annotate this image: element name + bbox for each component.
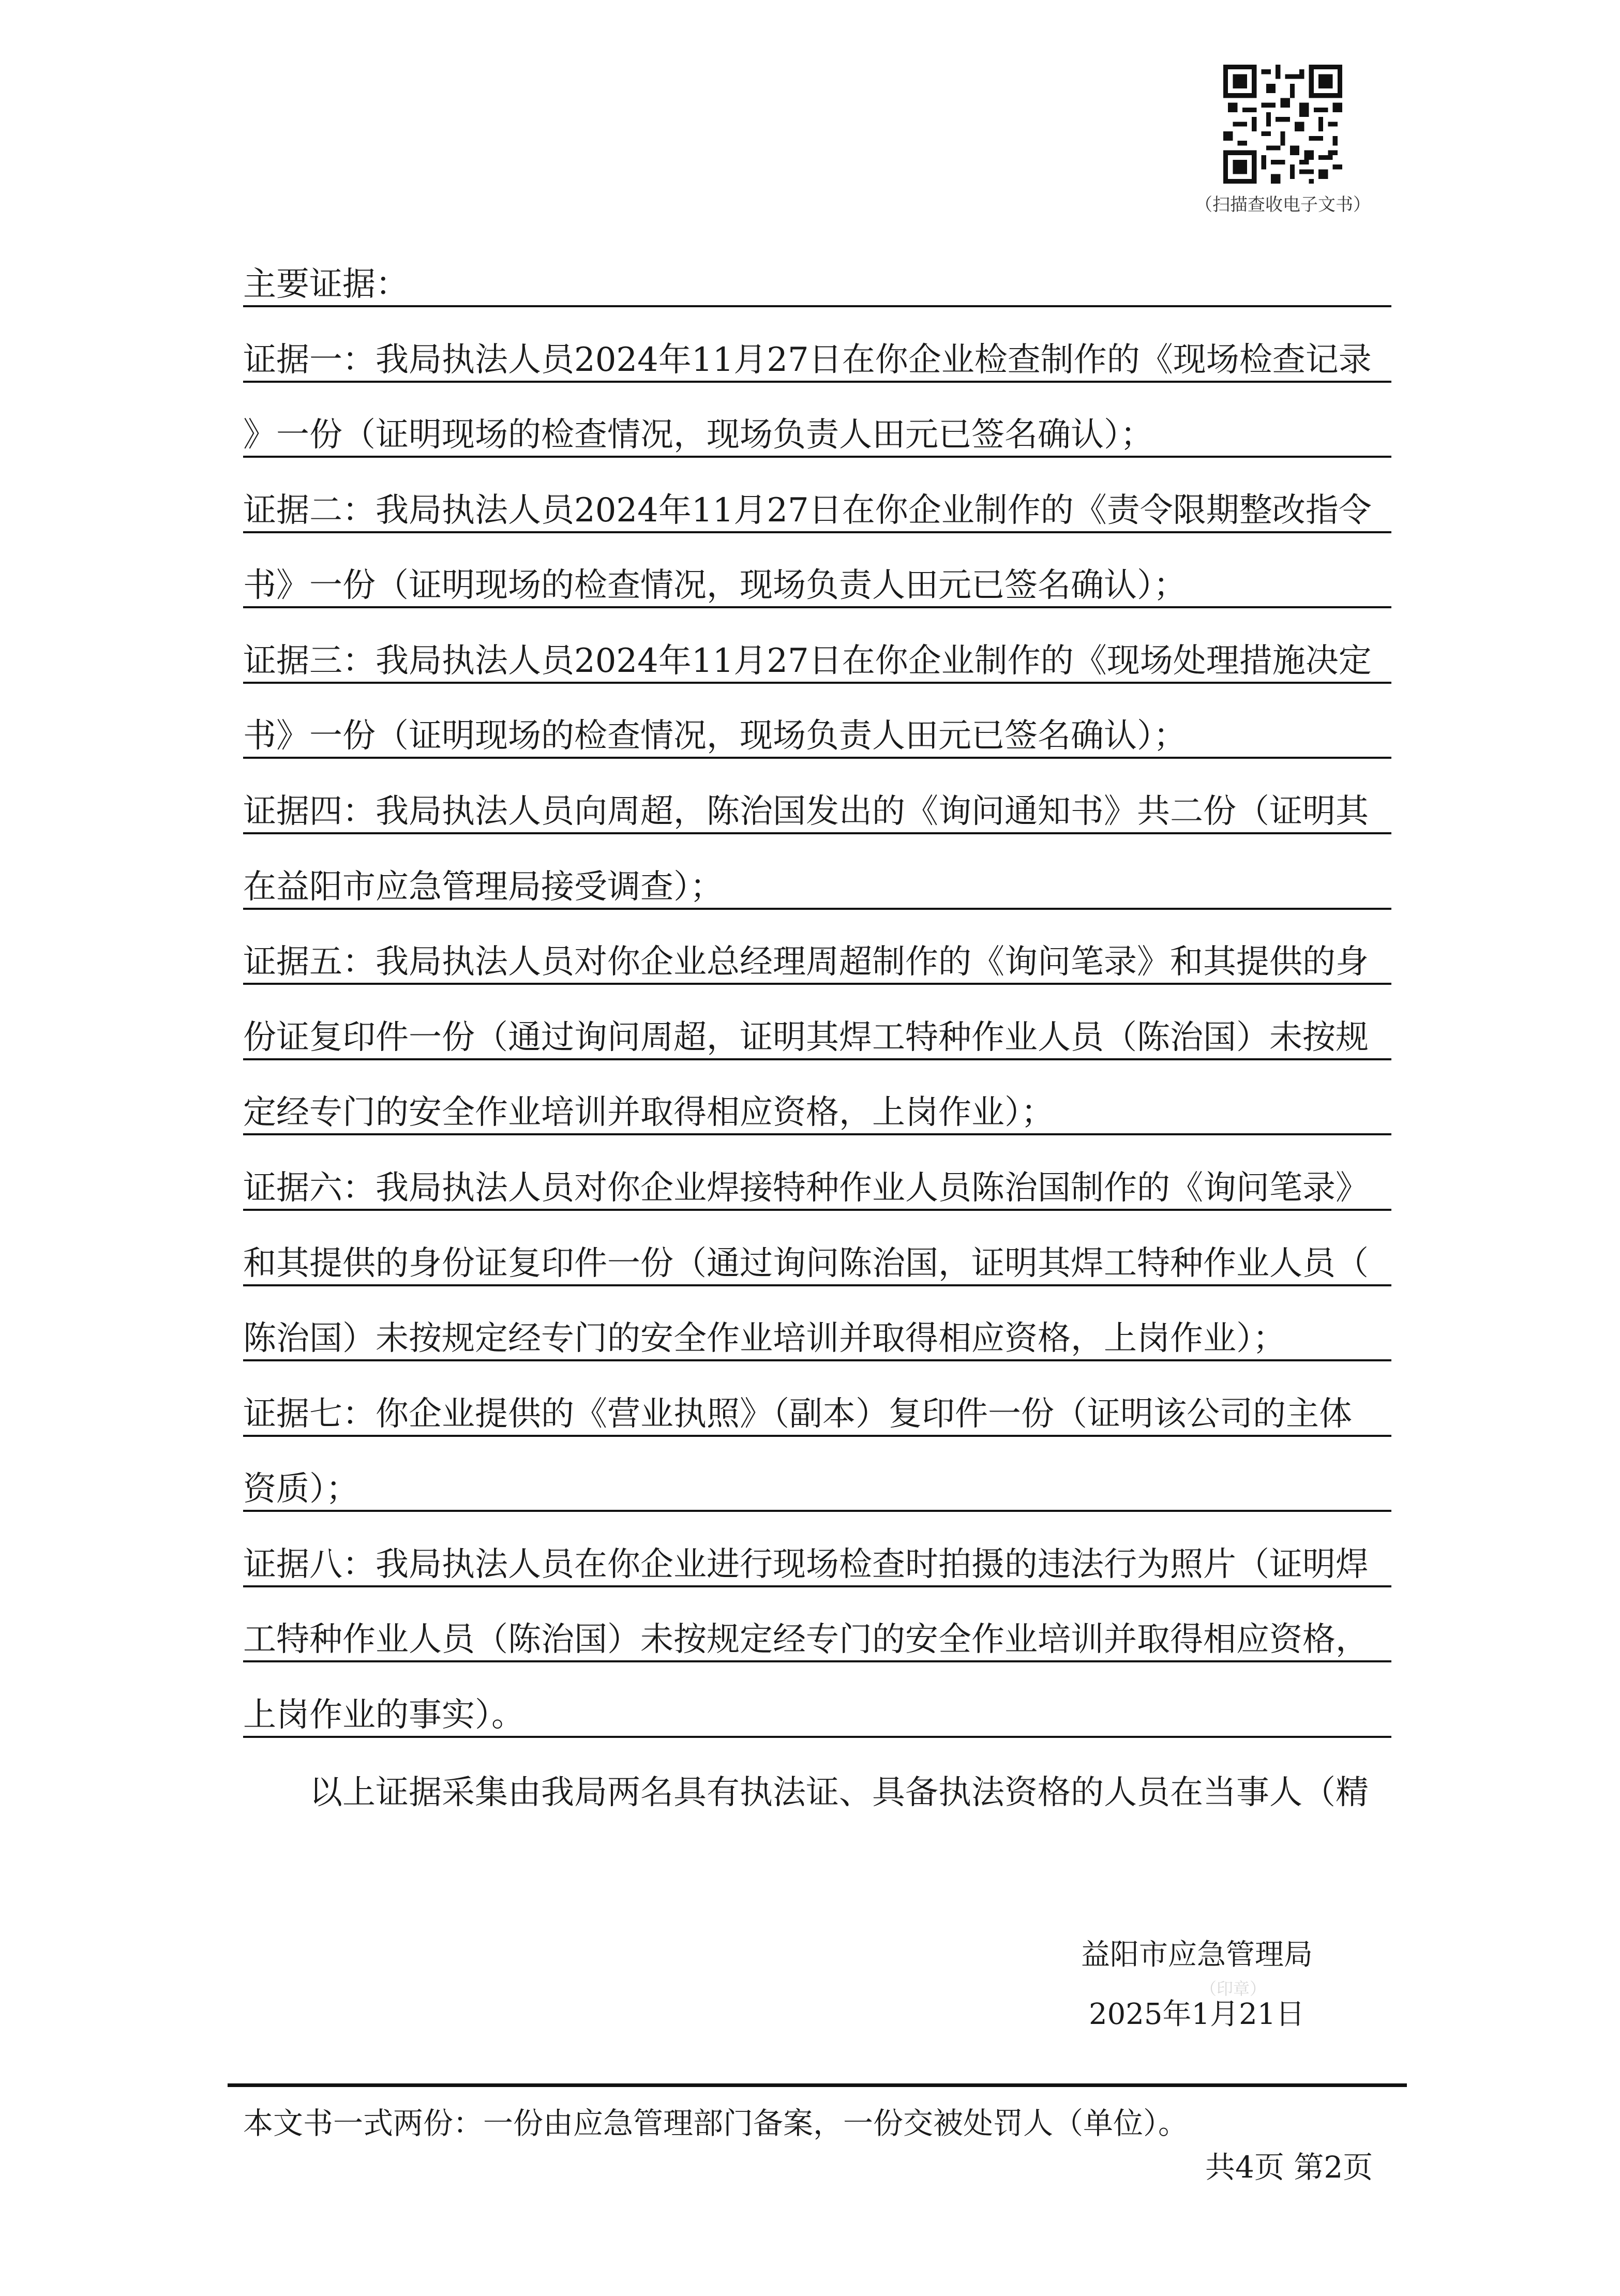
body-line: 资质）； <box>243 1468 1391 1512</box>
body-line: 证据三：我局执法人员2024年11月27日在你企业制作的《现场处理措施决定 <box>243 640 1391 684</box>
body-line: 证据八：我局执法人员在你企业进行现场检查时拍摄的违法行为照片（证明焊 <box>243 1544 1391 1587</box>
body-line: 证据一：我局执法人员2024年11月27日在你企业检查制作的《现场检查记录 <box>243 339 1391 383</box>
body-line: 在益阳市应急管理局接受调查）； <box>243 866 1391 910</box>
body-line: 书》一份（证明现场的检查情况，现场负责人田元已签名确认）； <box>243 565 1391 608</box>
body-line: 工特种作业人员（陈治国）未按规定经专门的安全作业培训并取得相应资格， <box>243 1619 1391 1662</box>
evidence-heading: 主要证据： <box>243 264 1391 307</box>
body-line: 证据七：你企业提供的《营业执照》（副本）复印件一份（证明该公司的主体 <box>243 1393 1391 1437</box>
body-line: 上岗作业的事实）。 <box>243 1694 1391 1738</box>
qr-caption: （扫描查收电子文书） <box>1195 194 1371 215</box>
body-line: 定经专门的安全作业培训并取得相应资格，上岗作业）； <box>243 1092 1391 1135</box>
body-line: 和其提供的身份证复印件一份（通过询问陈治国，证明其焊工特种作业人员（ <box>243 1243 1391 1286</box>
body-line: 书》一份（证明现场的检查情况，现场负责人田元已签名确认）； <box>243 715 1391 759</box>
body-line: 以上证据采集由我局两名具有执法证、具备执法资格的人员在当事人（精 <box>243 1774 1369 1812</box>
body-line: 证据六：我局执法人员对你企业焊接特种作业人员陈治国制作的《询问笔录》 <box>243 1167 1391 1211</box>
body-line: 份证复印件一份（通过询问周超，证明其焊工特种作业人员（陈治国）未按规 <box>243 1017 1391 1060</box>
footer-divider <box>228 2083 1407 2087</box>
body-line: 证据五：我局执法人员对你企业总经理周超制作的《询问笔录》和其提供的身 <box>243 941 1391 985</box>
body-line: 证据二：我局执法人员2024年11月27日在你企业制作的《责令限期整改指令 <box>243 490 1391 533</box>
stamp-placeholder: （印章） <box>1200 1979 1267 1999</box>
body-line: 陈治国）未按规定经专门的安全作业培训并取得相应资格，上岗作业）； <box>243 1318 1391 1361</box>
qr-code <box>1223 65 1342 184</box>
page-info: 共4页 第2页 <box>1205 2150 1373 2185</box>
body-line: 》一份（证明现场的检查情况，现场负责人田元已签名确认）； <box>243 414 1391 458</box>
issue-date: 2025年1月21日 <box>1089 1998 1305 2031</box>
issuing-organization: 益阳市应急管理局 <box>1081 1938 1313 1972</box>
footer-note: 本文书一式两份：一份由应急管理部门备案，一份交被处罚人（单位）。 <box>243 2106 1189 2141</box>
body-line: 证据四：我局执法人员向周超，陈治国发出的《询问通知书》共二份（证明其 <box>243 791 1391 834</box>
